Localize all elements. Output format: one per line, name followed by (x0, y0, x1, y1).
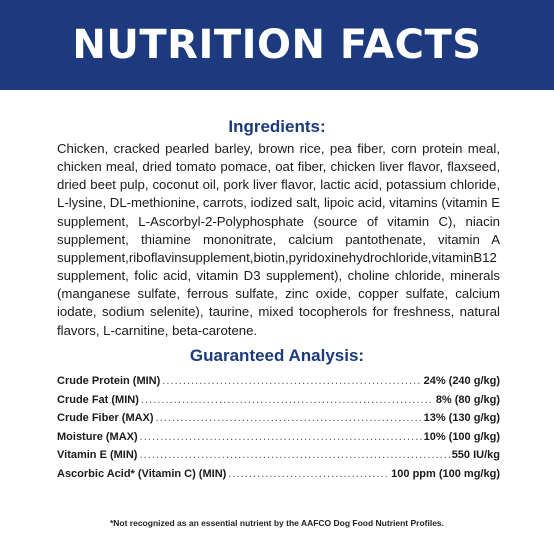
ingredients-text: Chicken, cracked pearled barley, brown rice, pea fiber, corn protein meal, chicken meal, dried tomato pomace, oat fiber, chicken liver flavor, flaxseed, dried beet pulp, coconut oil, pork liver flavor, lactic acid, potassium chloride, L-lysine, DL-methionine, carrots, iodized salt, lipoic acid, vitamins (vitamin E supplement, L-Ascorbyl-2-Polyphosphate (source of vitamin C), niacin supplement, thiamine mononitrate, calcium pantothenate, vitamin A supplement,riboflavinsupplement,biotin,pyridoxinehydrochloride,vitaminB12 supplement, folic acid, vitamin D3 supplement), choline chloride, minerals (manganese sulfate, ferrous sulfate, zinc oxide, copper sulfate, calcium iodate, sodium selenite), taurine, mixed tocopherols for freshness, natural flavors, L-carnitine, beta-carotene. (57, 141, 500, 338)
dot-leader (141, 394, 434, 406)
dot-leader (156, 412, 422, 424)
analysis-label: Ascorbic Acid* (Vitamin C) (MIN) (57, 467, 227, 480)
analysis-label: Crude Fiber (MAX) (57, 412, 154, 424)
analysis-value: 24% (240 g/kg) (423, 375, 500, 387)
analysis-label: Crude Fat (MIN) (57, 393, 139, 406)
analysis-row-crude-fiber (57, 412, 500, 431)
dot-leader (140, 431, 422, 443)
page-title: NUTRITION FACTS (72, 22, 482, 68)
dot-leader (228, 468, 389, 480)
ingredients-heading: Ingredients: (228, 117, 326, 136)
analysis-row-vitamin-e (57, 449, 500, 468)
dot-leader (162, 375, 421, 387)
analysis-value: 8% (80 g/kg) (435, 393, 500, 406)
footnote: *Not recognized as an essential nutrient by the AAFCO Dog Food Nutrient Profiles. (109, 518, 445, 528)
analysis-label: Moisture (MAX) (57, 430, 138, 443)
analysis-value: 10% (100 g/kg) (423, 430, 500, 443)
analysis-value: 13% (130 g/kg) (423, 412, 500, 424)
analysis-row-crude-protein (57, 375, 500, 394)
analysis-label: Vitamin E (MIN) (57, 449, 138, 461)
header-banner (0, 0, 554, 90)
guaranteed-analysis-heading: Guaranteed Analysis: (189, 346, 365, 365)
analysis-row-moisture (57, 431, 500, 450)
analysis-value: 550 IU/kg (451, 449, 500, 461)
dot-leader (139, 449, 449, 461)
analysis-row-crude-fat (57, 394, 500, 413)
analysis-value: 100 ppm (100 mg/kg) (391, 467, 500, 480)
guaranteed-analysis-list (57, 375, 500, 486)
analysis-label: Crude Protein (MIN) (57, 375, 161, 387)
analysis-row-ascorbic-acid (57, 468, 500, 487)
